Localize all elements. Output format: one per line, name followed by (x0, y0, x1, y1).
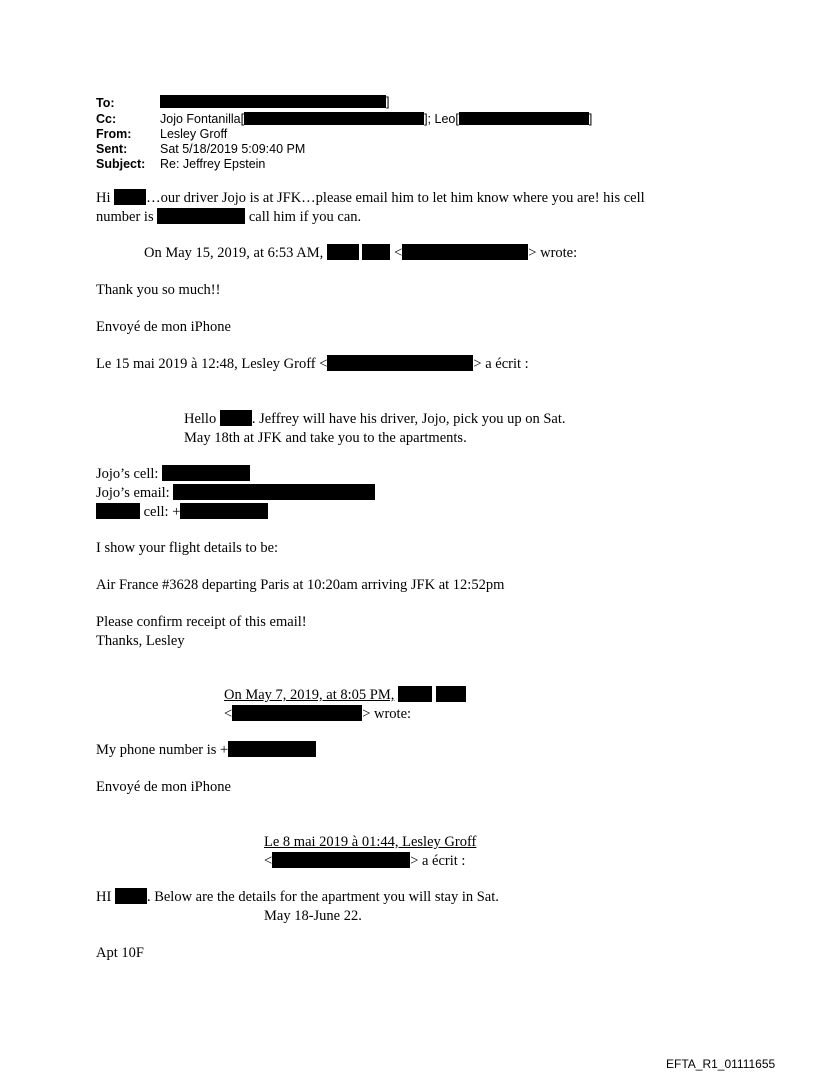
redaction-box (115, 888, 147, 904)
body-jojo-cell: Jojo’s cell: (96, 465, 250, 484)
quote-header-may15: On May 15, 2019, at 6:53 AM, < > wrote: (144, 245, 578, 261)
body-signoff: Thanks, Lesley (96, 633, 185, 649)
redaction-box (114, 189, 146, 205)
header-from-value: Lesley Groff (160, 127, 228, 141)
header-to-label: To: (96, 96, 115, 110)
quote-header-may7-line2: < > wrote: (224, 706, 412, 722)
header-cc-label: Cc: (96, 112, 117, 126)
quote-header-may7: On May 7, 2019, at 8:05 PM, (224, 686, 466, 705)
redaction-box (228, 741, 316, 757)
body-envoye-1: Envoyé de mon iPhone (96, 319, 231, 335)
redaction-box (327, 244, 359, 260)
body-redacted-cell: cell: + (96, 503, 268, 522)
header-subject-value: Re: Jeffrey Epstein (160, 157, 266, 171)
redaction-box (327, 355, 473, 371)
body-phone: My phone number is + (96, 741, 316, 760)
body-jojo-email: Jojo’s email: (96, 484, 375, 503)
redaction-box (459, 112, 589, 125)
redaction-box (220, 410, 252, 426)
body-apt: Apt 10F (96, 945, 144, 961)
header-sent-label: Sent: (96, 142, 128, 156)
body-flight-intro: I show your flight details to be: (96, 540, 279, 556)
redaction-box (232, 705, 362, 721)
redaction-box (244, 112, 424, 125)
redaction-box (96, 503, 140, 519)
quote-header-le15: Le 15 mai 2019 à 12:48, Lesley Groff < > a écrit : (96, 356, 529, 372)
redaction-box (173, 484, 375, 500)
header-to-value: ] (160, 95, 389, 110)
bates-number: EFTA_R1_01111655 (666, 1057, 776, 1071)
redaction-box (398, 686, 432, 702)
body-flight-details: Air France #3628 departing Paris at 10:20am arriving JFK at 12:52pm (96, 577, 505, 593)
redaction-box (157, 208, 245, 224)
body-hi2-line1: HI . Below are the details for the apartment you will stay in Sat. (96, 889, 499, 905)
header-subject-label: Subject: (96, 157, 146, 171)
redaction-box (180, 503, 268, 519)
body-greeting-line1: Hi …our driver Jojo is at JFK…please email him to let him know where you are! his cell (96, 190, 645, 206)
body-hi2-line2: May 18-June 22. (264, 908, 362, 924)
body-envoye-2: Envoyé de mon iPhone (96, 779, 231, 795)
quote-header-le8: Le 8 mai 2019 à 01:44, Lesley Groff (264, 834, 477, 850)
quote-header-le8-line2: < > a écrit : (264, 853, 466, 869)
redaction-box (162, 465, 250, 481)
header-sent-value: Sat 5/18/2019 5:09:40 PM (160, 142, 306, 156)
body-confirm: Please confirm receipt of this email! (96, 614, 307, 630)
body-thanks: Thank you so much!! (96, 282, 221, 298)
body-hello-line2: May 18th at JFK and take you to the apartments. (184, 430, 467, 446)
body-hello-line1: Hello . Jeffrey will have his driver, Jojo, pick you up on Sat. (184, 411, 566, 427)
redaction-box (436, 686, 466, 702)
redaction-box (272, 852, 410, 868)
header-from-label: From: (96, 127, 132, 141)
redaction-box (362, 244, 390, 260)
header-cc-value: Jojo Fontanilla[ ]; Leo[ ] (160, 112, 593, 126)
body-greeting-line2: number is call him if you can. (96, 209, 362, 225)
redaction-box (402, 244, 528, 260)
redaction-box (160, 95, 386, 108)
